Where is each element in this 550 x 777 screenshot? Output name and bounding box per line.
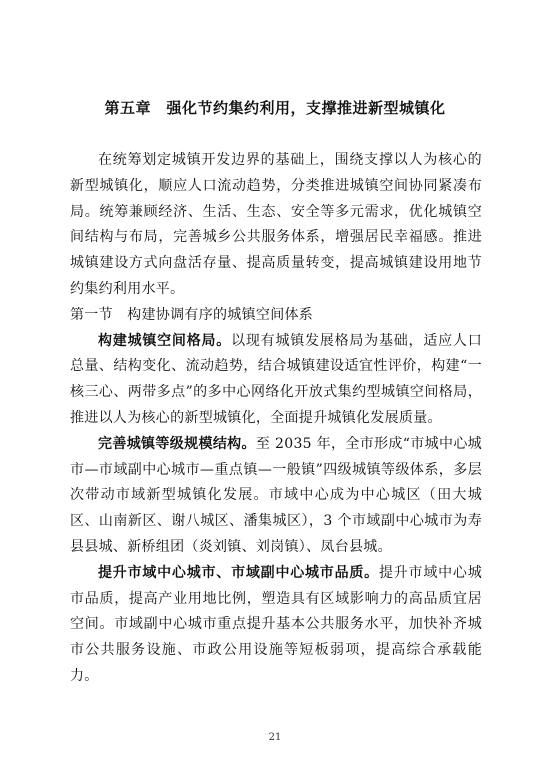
page-number: 21 [268, 732, 282, 743]
body-text [70, 148, 482, 690]
paragraph-lead: 完善城镇等级规模结构。 [98, 435, 256, 452]
paragraph-text: 以现有城镇发展格局为基础，适应人口总量、结构变化、流动趋势，结合城镇建设适宜性评价，构建“一核三心、两带多点”的多中心网络化开放式集约型城镇空间格局，推进以人为核心的新型城镇化，全面提升城镇化发展质量。 [70, 332, 482, 426]
paragraph-hierarchy [70, 432, 482, 561]
paragraph-quality [70, 561, 482, 690]
paragraph-lead: 构建城镇空间格局。 [98, 332, 232, 349]
intro-paragraph: 在统筹划定城镇开发边界的基础上，围绕支撑以人为核心的新型城镇化，顺应人口流动趋势，分类推进城镇空间协同紧凑布局。统筹兼顾经济、生活、生态、安全等多元需求，优化城镇空间结构与布局，完善城乡公共服务体系，增强居民幸福感。推进城镇建设方式向盘活存量、提高质量转变，提高城镇建设用地节约集约利用水平。 [70, 152, 482, 297]
section-title: 第一节 构建协调有序的城镇空间体系 [70, 306, 314, 323]
paragraph-text: 提升市域中心城市品质，提高产业用地比例，塑造具有区域影响力的高品质宜居空间。市域副中心城市重点提升基本公共服务水平，加快补齐城市公共服务设施、市政公用设施等短板弱项，提高综合承载能力。 [70, 564, 482, 684]
paragraph-spatial-pattern [70, 329, 482, 432]
paragraph-lead: 提升市域中心城市、市域副中心城市品质。 [98, 564, 379, 581]
chapter-title: 第五章 强化节约集约利用，支撑推进新型城镇化 [104, 99, 446, 117]
paragraph-text: 至 2035 年，全市形成“市城中心城市—市域副中心城市—重点镇—一般镇”四级城镇等级体系，多层次带动市域新型城镇化发展。市域中心成为中心城区（田大城区、山南新区、谢八城区、潘集城区），3 个市域副中心城市为寿县县城、新桥组团（炎刘镇、刘岗镇）、凤台县城。 [70, 435, 482, 555]
